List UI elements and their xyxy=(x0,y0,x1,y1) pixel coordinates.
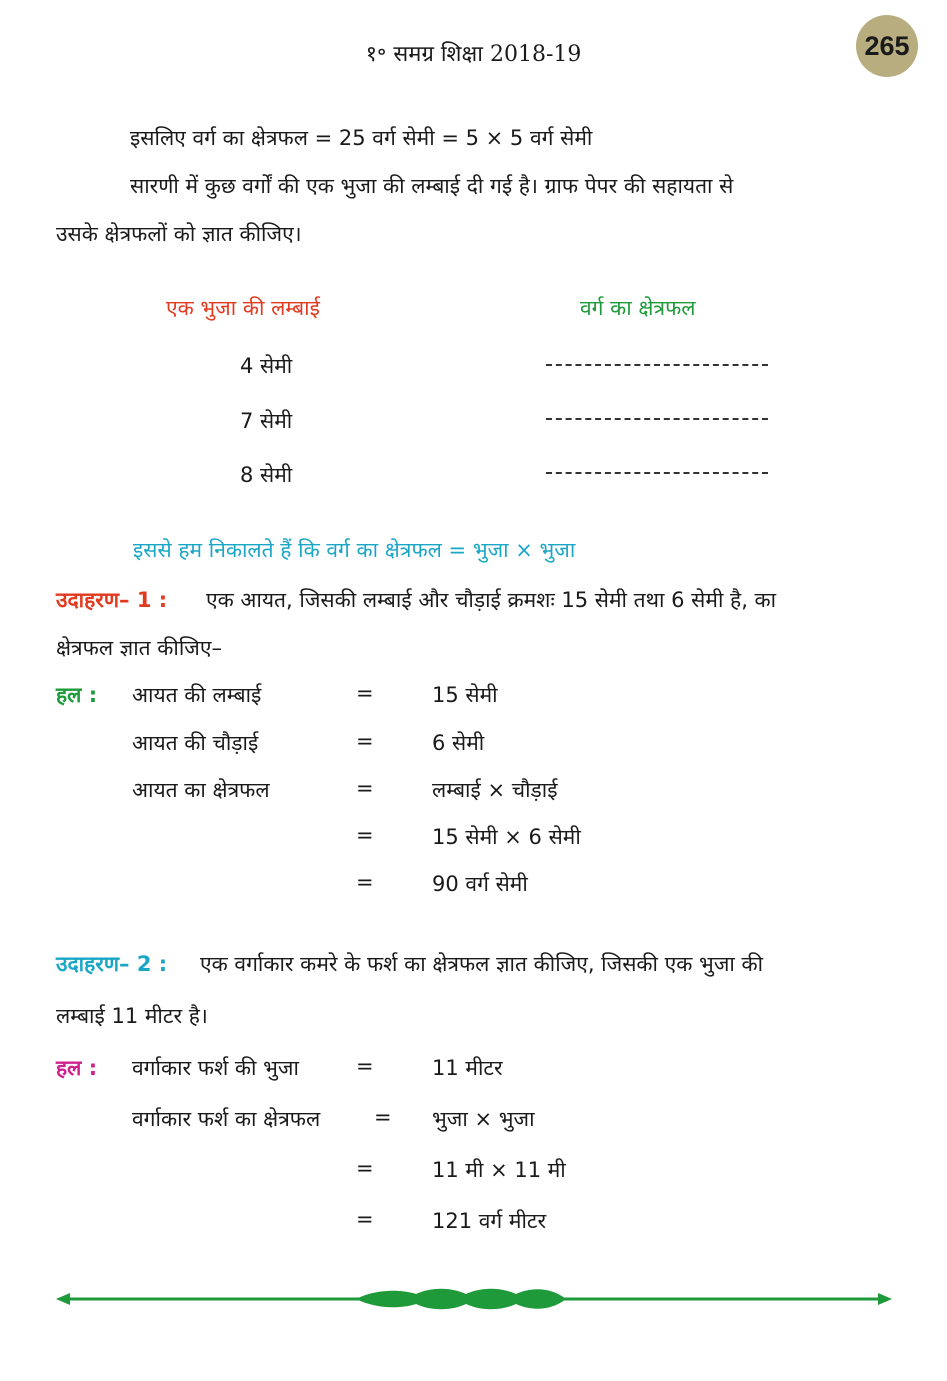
example2-question-line-2: लम्बाई 11 मीटर है। xyxy=(56,1004,208,1028)
example2-step-4-right: 121 वर्ग मीटर xyxy=(432,1209,547,1233)
example2-step-2-left: वर्गाकार फर्श का क्षेत्रफल xyxy=(132,1107,321,1131)
page-number-badge: 265 xyxy=(856,15,918,77)
example1-step-2-right: 6 सेमी xyxy=(432,731,485,755)
example1-step-1-eq: = xyxy=(356,681,374,705)
example1-label: उदाहरण– 1 : xyxy=(56,588,168,612)
intro-line-1: इसलिए वर्ग का क्षेत्रफल = 25 वर्ग सेमी = 5 × 5 वर्ग सेमी xyxy=(130,126,593,150)
decorative-divider xyxy=(56,1284,892,1314)
table-col1-header: एक भुजा की लम्बाई xyxy=(166,296,320,320)
example2-step-3-eq: = xyxy=(356,1156,374,1180)
example2-step-1-eq: = xyxy=(356,1054,374,1078)
table-row-1-side: 4 सेमी xyxy=(240,354,293,378)
table-col2-header: वर्ग का क्षेत्रफल xyxy=(580,296,696,320)
intro-line-2: सारणी में कुछ वर्गों की एक भुजा की लम्बाई दी गई है। ग्राफ पेपर की सहायता से xyxy=(130,174,734,198)
example1-step-5-eq: = xyxy=(356,870,374,894)
table-row-3-blank xyxy=(546,472,768,474)
example1-step-5-right: 90 वर्ग सेमी xyxy=(432,872,528,896)
table-row-1-blank xyxy=(546,364,768,366)
example1-question-line-1: एक आयत, जिसकी लम्बाई और चौड़ाई क्रमशः 15 सेमी तथा 6 सेमी है, का xyxy=(206,588,777,612)
example2-step-2-right: भुजा × भुजा xyxy=(432,1107,535,1131)
example2-step-1-right: 11 मीटर xyxy=(432,1056,503,1080)
example1-step-3-left: आयत का क्षेत्रफल xyxy=(132,778,270,802)
example1-solution-label: हल : xyxy=(56,683,98,707)
example1-step-3-right: लम्बाई × चौड़ाई xyxy=(432,778,558,802)
example2-step-1-left: वर्गाकार फर्श की भुजा xyxy=(132,1056,299,1080)
table-row-2-blank xyxy=(546,418,768,420)
example1-step-2-eq: = xyxy=(356,729,374,753)
example1-question-line-2: क्षेत्रफल ज्ञात कीजिए– xyxy=(56,636,222,660)
table-row-2-side: 7 सेमी xyxy=(240,409,293,433)
example2-question-line-1: एक वर्गाकार कमरे के फर्श का क्षेत्रफल ज्ञात कीजिए, जिसकी एक भुजा की xyxy=(200,952,764,976)
intro-line-3: उसके क्षेत्रफलों को ज्ञात कीजिए। xyxy=(56,222,302,246)
example2-label: उदाहरण– 2 : xyxy=(56,952,168,976)
example1-step-4-right: 15 सेमी × 6 सेमी xyxy=(432,825,581,849)
page-header: १॰ समग्र शिक्षा 2018-19 xyxy=(365,42,582,67)
conclusion-formula: इससे हम निकालते हैं कि वर्ग का क्षेत्रफल = भुजा × भुजा xyxy=(133,538,576,562)
table-row-3-side: 8 सेमी xyxy=(240,463,293,487)
example2-step-4-eq: = xyxy=(356,1207,374,1231)
example1-step-1-left: आयत की लम्बाई xyxy=(132,683,262,707)
example2-step-3-right: 11 मी × 11 मी xyxy=(432,1158,566,1182)
example1-step-4-eq: = xyxy=(356,823,374,847)
example2-step-2-eq: = xyxy=(374,1105,392,1129)
example2-solution-label: हल : xyxy=(56,1056,98,1080)
example1-step-3-eq: = xyxy=(356,776,374,800)
example1-step-1-right: 15 सेमी xyxy=(432,683,498,707)
example1-step-2-left: आयत की चौड़ाई xyxy=(132,731,259,755)
